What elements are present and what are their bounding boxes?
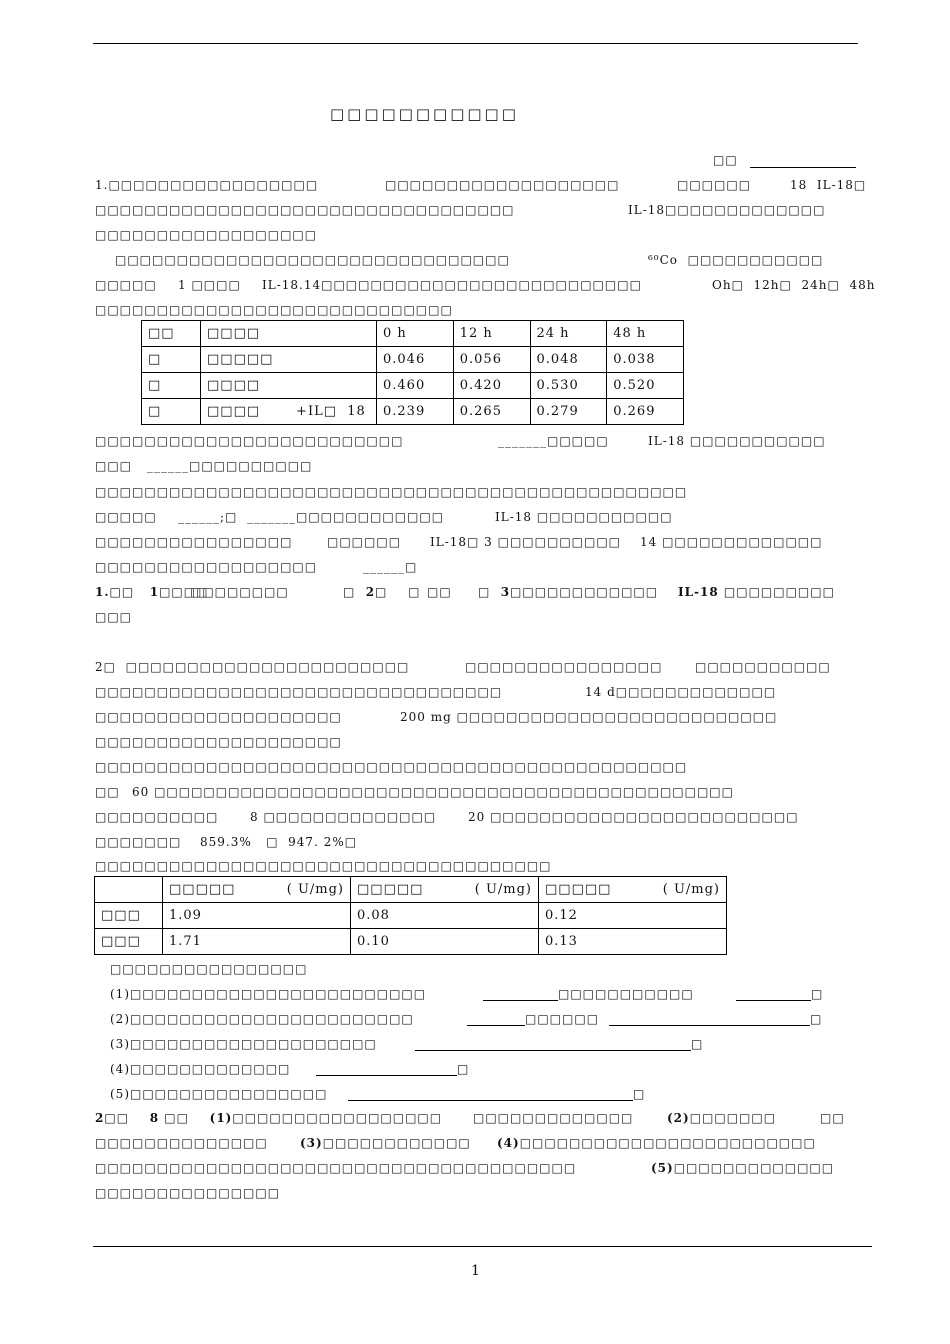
answer-blank (609, 1025, 810, 1026)
table-cell: 0.520 (607, 373, 684, 399)
answer1-a: 1.□□ 1□□□□ (95, 585, 209, 599)
table1-header-row (142, 321, 684, 347)
answer2-line2-a: □□□□□□□□□□□□□□ (95, 1136, 268, 1150)
p2-line6-a: □□ (95, 785, 120, 799)
table-cell: 0.08 (351, 903, 539, 929)
question-1-end: □ (811, 987, 824, 1001)
p1-line10-c: IL-18 □□□□□□□□□□□ (495, 510, 673, 524)
answer1-d: □□ (427, 585, 452, 599)
p1-line5-b: 1 □□□□ (178, 278, 241, 292)
table-row (142, 373, 684, 399)
question-3-text: (3)□□□□□□□□□□□□□□□□□□□□ (110, 1037, 377, 1051)
p2-line7-b: 8 □□□□□□□□□□□□□□ (250, 810, 437, 824)
answer-blank (316, 1075, 457, 1076)
p2-line5: □□□□□□□□□□□□□□□□□□□□□□□□□□□□□□□□□□□□□□□□□□□□□□□□ (95, 760, 688, 774)
answer1-e: □ 3□□□□□□□□□□□□ (478, 585, 659, 599)
p1-line7-b: _______□□□□□ (498, 434, 609, 448)
p2-line8-a: □□□□□□□ (95, 835, 182, 849)
answer2-line2-c: (4)□□□□□□□□□□□□□□□□□□□□□□□□ (497, 1136, 816, 1150)
questions-intro: □□□□□□□□□□□□□□□□ (110, 962, 308, 976)
question-2-mid: □□□□□□ (525, 1012, 600, 1026)
table-cell: 0.279 (530, 399, 607, 425)
p1-line5-d: Oh□ 12h□ 24h□ 48h (712, 278, 876, 292)
answer1-c: □ 2□ □ (343, 585, 421, 599)
answer-blank (736, 1000, 811, 1001)
p2-line6-b: 60 □□□□□□□□□□□□□□□□□□□□□□□□□□□□□□□□□□□□□□□□□□□□□□□ (132, 785, 734, 799)
table-header-cell: □□□□□ ( U/mg) (163, 877, 351, 903)
question-4-end: □ (457, 1062, 470, 1076)
table-cell: 0.265 (453, 399, 530, 425)
page-title: □□□□□□□□□□□ (330, 105, 519, 123)
p1-line2-b: IL-18□□□□□□□□□□□□□ (628, 203, 826, 217)
table-cell: □□□□□ (201, 347, 377, 373)
table-header-cell: 12 h (453, 321, 530, 347)
p1-line1-a: 1.□□□□□□□□□□□□□□□□□ (95, 178, 319, 192)
p1-line5-c: IL-18.14□□□□□□□□□□□□□□□□□□□□□□□□□□ (262, 278, 642, 292)
table-cell: 1.71 (163, 929, 351, 955)
table-row (142, 347, 684, 373)
table-header-cell (95, 877, 163, 903)
answer-blank (483, 1000, 558, 1001)
table-cell: 0.10 (351, 929, 539, 955)
p1-line4-b: ⁶⁰Co □□□□□□□□□□□ (648, 253, 824, 267)
answer2-line3-a: □□□□□□□□□□□□□□□□□□□□□□□□□□□□□□□□□□□□□□□ (95, 1161, 577, 1175)
p1-line9: □□□□□□□□□□□□□□□□□□□□□□□□□□□□□□□□□□□□□□□□□□□□□□□□ (95, 485, 688, 499)
p2-line8-b: 859.3% □ 947. 2%□ (200, 835, 358, 849)
table-row (142, 399, 684, 425)
p1-line11-c: IL-18□ 3 □□□□□□□□□□ (430, 535, 622, 549)
p1-line1-d: 18 IL-18□ (790, 178, 867, 192)
table-row (95, 929, 727, 955)
p1-line8-a: □□□ (95, 459, 133, 473)
p1-line5-a: □□□□□ (95, 278, 157, 292)
table-cell: 0.269 (607, 399, 684, 425)
p1-line8-b: ______□□□□□□□□□□ (147, 459, 313, 473)
p1-line11-b: □□□□□□ (327, 535, 402, 549)
p2-line1-b: □□□□□□□□□□□□□□□□ (465, 660, 663, 674)
table-cell: 0.12 (539, 903, 727, 929)
table-cell: □□□□ +IL□ 18 (201, 399, 377, 425)
table-header-cell: □□□□□ ( U/mg) (539, 877, 727, 903)
table-cell: 0.420 (453, 373, 530, 399)
p1-line12-b: ______□ (363, 560, 418, 574)
answer2-a: 2□□ 8 □□ (1)□□□□□□□□□□□□□□□□□ (95, 1111, 443, 1125)
p2-line7-c: 20 □□□□□□□□□□□□□□□□□□□□□□□□□ (468, 810, 799, 824)
table-cell: 0.046 (377, 347, 454, 373)
answer2-b: □□□□□□□□□□□□□ (473, 1111, 634, 1125)
p1-line12-a: □□□□□□□□□□□□□□□□□□ (95, 560, 318, 574)
table-cell: 0.13 (539, 929, 727, 955)
table-header-cell: □□□□□ ( U/mg) (351, 877, 539, 903)
answer1-f: IL-18 □□□□□□□□□ (678, 585, 835, 599)
table-cell: 0.530 (530, 373, 607, 399)
answer1-line2: □□□ (95, 610, 133, 624)
p1-line6: □□□□□□□□□□□□□□□□□□□□□□□□□□□□□ (95, 303, 453, 317)
p1-line7-a: □□□□□□□□□□□□□□□□□□□□□□□□□ (95, 434, 404, 448)
p1-line3: □□□□□□□□□□□□□□□□□□ (95, 228, 318, 242)
question-4-text: (4)□□□□□□□□□□□□□ (110, 1062, 291, 1076)
page-number: 1 (471, 1263, 481, 1279)
table-cell: 0.038 (607, 347, 684, 373)
table-cell: 0.239 (377, 399, 454, 425)
p1-line10-b: ______;□ _______□□□□□□□□□□□□ (178, 510, 445, 524)
question-5-end: □ (633, 1087, 646, 1101)
answer2-c: (2)□□□□□□□ (667, 1111, 777, 1125)
table-cell: □ (142, 373, 201, 399)
table-header-cell: 0 h (377, 321, 454, 347)
table-cell: 0.056 (453, 347, 530, 373)
p1-line7-c: IL-18 □□□□□□□□□□□ (648, 434, 826, 448)
p1-line10-a: □□□□□ (95, 510, 157, 524)
p2-line3-b: 200 mg □□□□□□□□□□□□□□□□□□□□□□□□□□ (400, 710, 778, 724)
table-header-cell: □□ (142, 321, 201, 347)
name-underline (750, 167, 856, 168)
p1-line11-a: □□□□□□□□□□□□□□□□ (95, 535, 293, 549)
table-row (95, 903, 727, 929)
table-cell: □□□ (95, 929, 163, 955)
question-1-text: (1)□□□□□□□□□□□□□□□□□□□□□□□□ (110, 987, 427, 1001)
p2-line4: □□□□□□□□□□□□□□□□□□□□ (95, 735, 342, 749)
answer2-line2-b: (3)□□□□□□□□□□□□ (300, 1136, 471, 1150)
name-label: □□ (713, 153, 738, 167)
answer-blank (348, 1100, 633, 1101)
table-cell: □□□□ (201, 373, 377, 399)
p2-line3-a: □□□□□□□□□□□□□□□□□□□□ (95, 710, 342, 724)
table-cell: 0.048 (530, 347, 607, 373)
p2-line2-b: 14 d□□□□□□□□□□□□□ (585, 685, 777, 699)
answer2-line4: □□□□□□□□□□□□□□□ (95, 1186, 281, 1200)
table-cell: 0.460 (377, 373, 454, 399)
table-cell: 1.09 (163, 903, 351, 929)
question-1-mid: □□□□□□□□□□□ (558, 987, 694, 1001)
p2-line1-c: □□□□□□□□□□□ (695, 660, 831, 674)
bottom-rule (93, 1246, 872, 1247)
answer-blank (467, 1025, 525, 1026)
answer2-d: □□ (820, 1111, 845, 1125)
table-header-cell: 48 h (607, 321, 684, 347)
table2-header-row (95, 877, 727, 903)
question-2-text: (2)□□□□□□□□□□□□□□□□□□□□□□□ (110, 1012, 414, 1026)
table-cell: □ (142, 399, 201, 425)
table-cell: □ (142, 347, 201, 373)
p1-line11-d: 14 □□□□□□□□□□□□□ (640, 535, 823, 549)
p2-line1-a: 2□ □□□□□□□□□□□□□□□□□□□□□□□ (95, 660, 410, 674)
top-rule (93, 43, 858, 44)
table-cell: □□□ (95, 903, 163, 929)
p1-line1-c: □□□□□□ (677, 178, 752, 192)
p1-line4-a: □□□□□□□□□□□□□□□□□□□□□□□□□□□□□□□□ (115, 253, 510, 267)
table-header-cell: □□□□ (201, 321, 377, 347)
p2-line7-a: □□□□□□□□□□ (95, 810, 219, 824)
answer1-b: □□□□□□□□ (190, 585, 289, 599)
answer-blank (415, 1050, 691, 1051)
p1-line2-a: □□□□□□□□□□□□□□□□□□□□□□□□□□□□□□□□□□ (95, 203, 515, 217)
question-5-text: (5)□□□□□□□□□□□□□□□□ (110, 1087, 328, 1101)
table-header-cell: 24 h (530, 321, 607, 347)
question-2-end: □ (810, 1012, 823, 1026)
answer2-line3-b: (5)□□□□□□□□□□□□□ (651, 1161, 835, 1175)
data-table-1 (141, 320, 684, 425)
question-3-end: □ (691, 1037, 704, 1051)
data-table-2 (94, 876, 727, 955)
p2-line2-a: □□□□□□□□□□□□□□□□□□□□□□□□□□□□□□□□□ (95, 685, 503, 699)
p2-line9: □□□□□□□□□□□□□□□□□□□□□□□□□□□□□□□□□□□□□ (95, 859, 552, 873)
p1-line1-b: □□□□□□□□□□□□□□□□□□□ (385, 178, 620, 192)
